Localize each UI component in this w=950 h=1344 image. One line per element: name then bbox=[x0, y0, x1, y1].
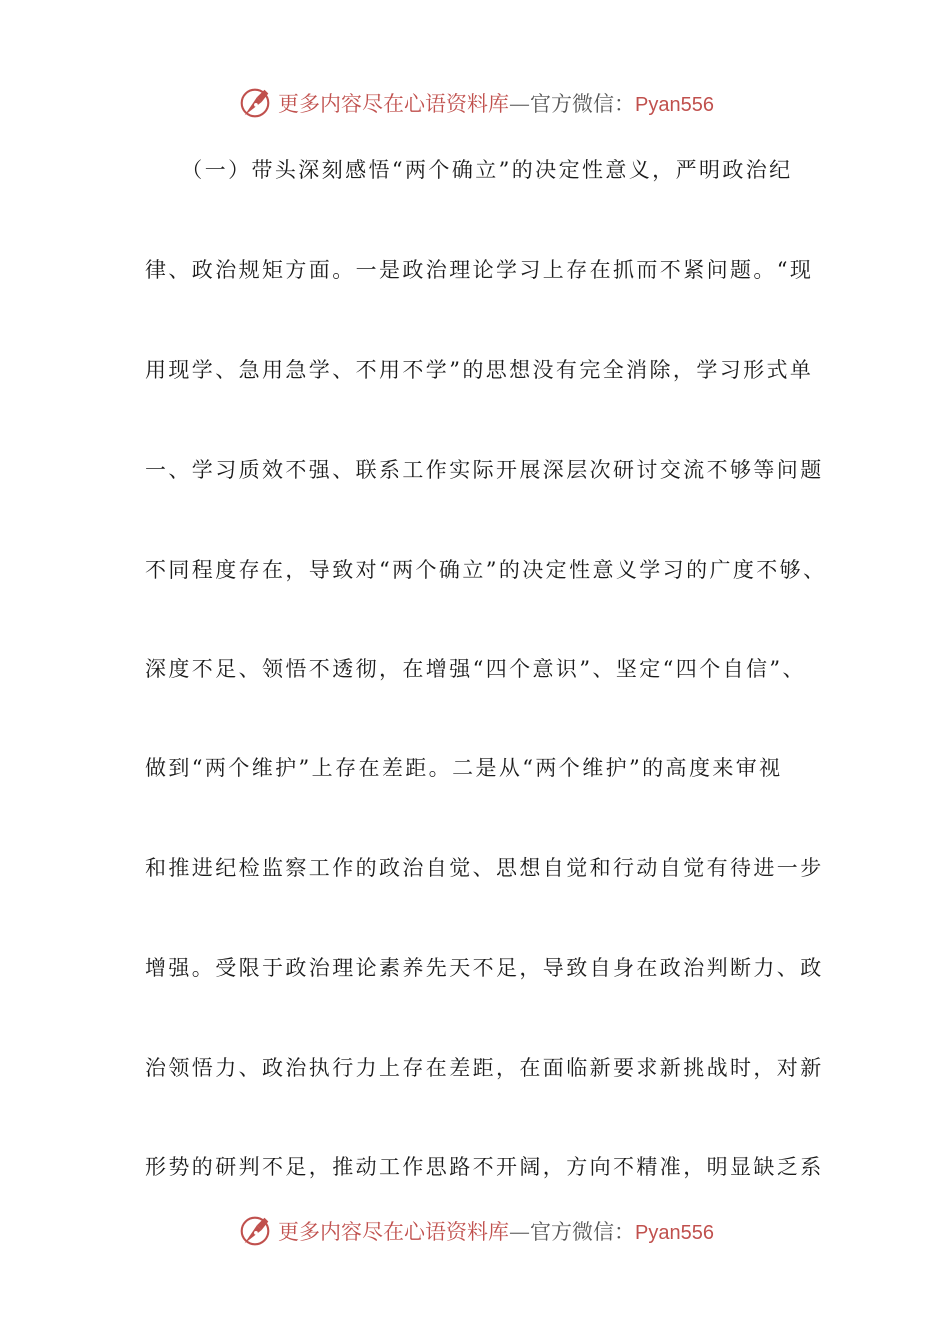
pen-nib-logo-icon bbox=[236, 1212, 274, 1250]
paragraph-line: 律、政治规矩方面。一是政治理论学习上存在抓而不紧问题。“现 bbox=[145, 258, 814, 282]
watermark-label: 官方微信： bbox=[530, 1220, 636, 1244]
paragraph-line: （一）带头深刻感悟“两个确立”的决定性意义，严明政治纪 bbox=[145, 158, 793, 182]
footer-watermark bbox=[0, 1211, 950, 1251]
paragraph-line: 一、学习质效不强、联系工作实际开展深层次研讨交流不够等问题 bbox=[145, 458, 824, 482]
pen-nib-logo-icon bbox=[236, 84, 274, 122]
paragraph-line: 形势的研判不足，推动工作思路不开阔，方向不精准，明显缺乏系 bbox=[145, 1155, 824, 1179]
watermark-label: 官方微信： bbox=[530, 92, 636, 116]
paragraph-line: 用现学、急用急学、不用不学”的思想没有完全消除，学习形式单 bbox=[145, 358, 814, 382]
paragraph-line: 做到“两个维护”上存在差距。二是从“两个维护”的高度来审视 bbox=[145, 756, 783, 780]
paragraph-line: 深度不足、领悟不透彻，在增强“四个意识”、坚定“四个自信”、 bbox=[145, 657, 806, 681]
paragraph-line: 治领悟力、政治执行力上存在差距，在面临新要求新挑战时，对新 bbox=[145, 1056, 824, 1080]
watermark-brand: 更多内容尽在心语资料库 bbox=[278, 92, 510, 116]
watermark-wechat-id: Pyan556 bbox=[635, 94, 714, 116]
watermark-separator: — bbox=[509, 92, 531, 116]
paragraph-line: 和推进纪检监察工作的政治自觉、思想自觉和行动自觉有待进一步 bbox=[145, 856, 824, 880]
paragraph-line: 增强。受限于政治理论素养先天不足，导致自身在政治判断力、政 bbox=[145, 956, 824, 980]
watermark-separator: — bbox=[509, 1220, 531, 1244]
paragraph-line: 不同程度存在，导致对“两个确立”的决定性意义学习的广度不够、 bbox=[145, 558, 827, 582]
watermark-wechat-id: Pyan556 bbox=[635, 1222, 714, 1244]
watermark-text bbox=[278, 1216, 714, 1246]
header-watermark bbox=[0, 83, 950, 123]
watermark-brand: 更多内容尽在心语资料库 bbox=[278, 1220, 510, 1244]
watermark-text bbox=[278, 88, 714, 118]
